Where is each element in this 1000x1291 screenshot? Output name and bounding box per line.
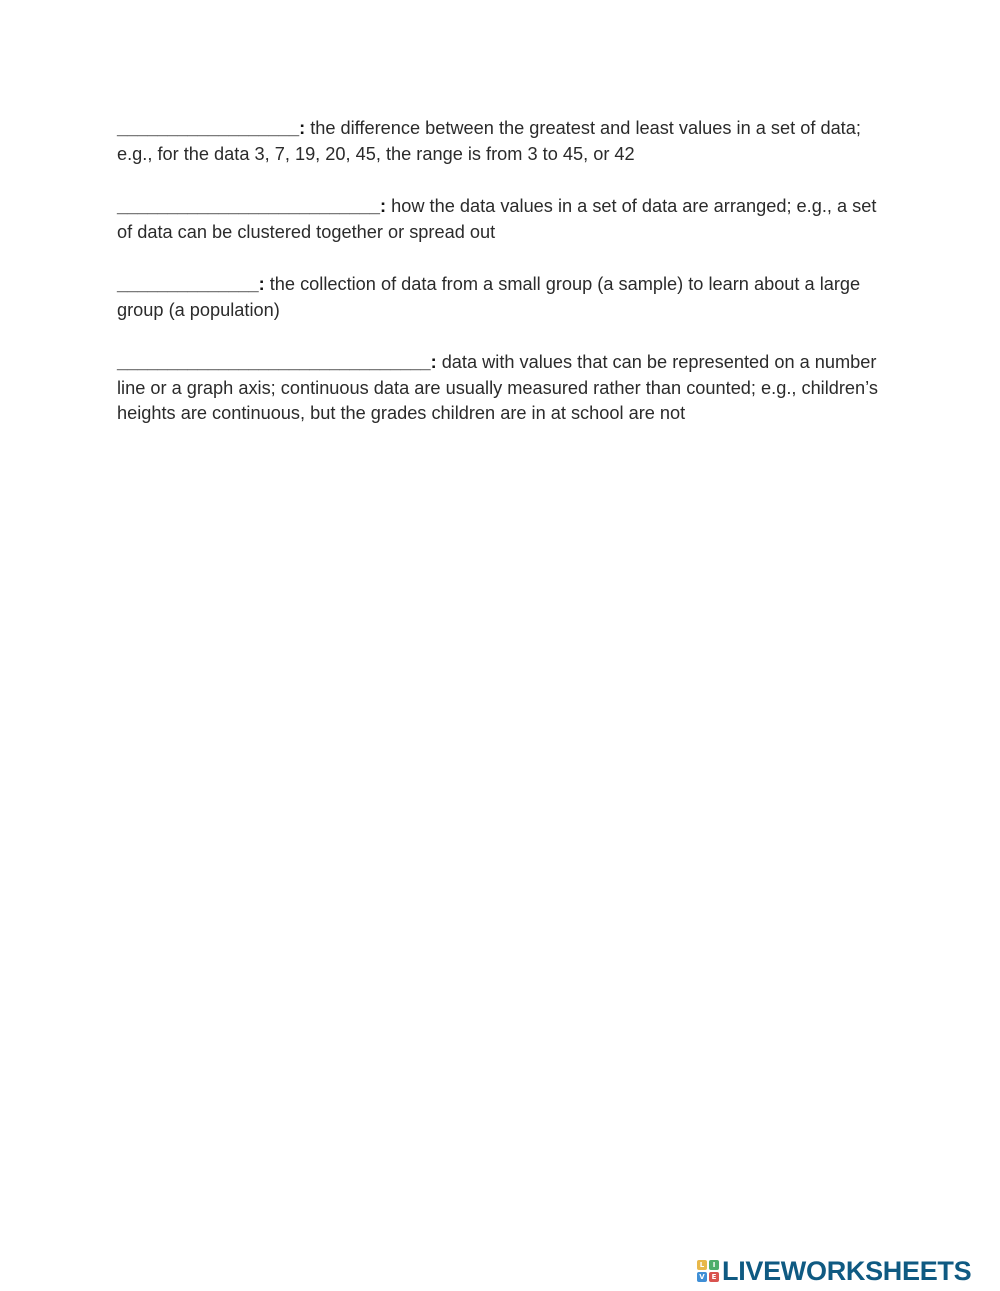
answer-blank[interactable]: _______________________________: [117, 352, 431, 372]
logo-square-v: V: [697, 1272, 707, 1282]
colon: :: [430, 352, 437, 372]
colon: :: [258, 274, 265, 294]
definition-range: [117, 116, 892, 167]
colon: :: [299, 118, 306, 138]
definition-text: data with values that can be represented on a number line or a graph axis; continuous data are usually measured rather than counted; e.g., children’s heights are continuous, but the grades children are in at school are not: [117, 352, 878, 423]
logo-text: LIVEWORKSHEETS: [722, 1255, 972, 1286]
logo-square-l: L: [697, 1260, 707, 1270]
answer-blank[interactable]: __________________: [117, 118, 300, 138]
worksheet-definitions: [117, 116, 892, 454]
definition-sampling: [117, 272, 892, 323]
logo-square-i: I: [709, 1260, 719, 1270]
answer-blank[interactable]: ______________: [117, 274, 259, 294]
logo-square-e: E: [709, 1272, 719, 1282]
liveworksheets-logo-icon: [697, 1260, 719, 1282]
definition-text: the collection of data from a small group (a sample) to learn about a large group (a population): [117, 274, 861, 320]
definition-text: how the data values in a set of data are arranged; e.g., a set of data can be clustered together or spread out: [117, 196, 877, 242]
answer-blank[interactable]: __________________________: [117, 196, 380, 216]
definition-continuous-data: [117, 350, 892, 427]
liveworksheets-logo: [697, 1255, 971, 1287]
definition-text: the difference between the greatest and least values in a set of data; e.g., for the data 3, 7, 19, 20, 45, the range is from 3 to 45, or 42: [117, 118, 861, 164]
colon: :: [380, 196, 387, 216]
definition-distribution: [117, 194, 892, 245]
